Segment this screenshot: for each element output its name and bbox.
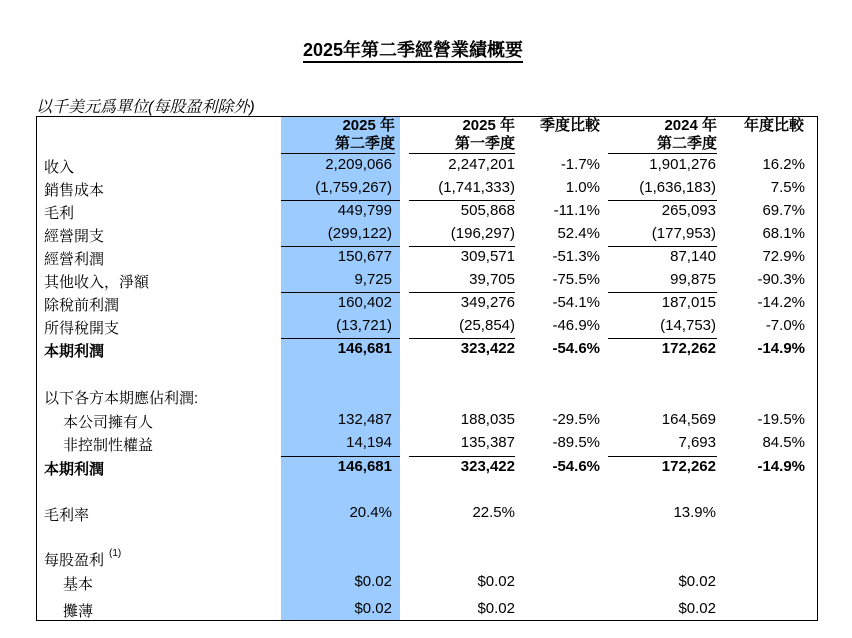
- table-row: [37, 598, 817, 621]
- cell-q1-2025: (25,854): [459, 317, 515, 334]
- table-row: [37, 456, 817, 479]
- cell-q2-2025: 132,487: [337, 411, 392, 428]
- cell-yoy: 72.9%: [762, 248, 805, 265]
- subtotal-line: [281, 338, 400, 339]
- table-row: [37, 154, 817, 177]
- row-label: 收入: [44, 159, 75, 176]
- row-label: 經營利潤: [44, 251, 105, 268]
- subtotal-line: [409, 246, 515, 247]
- subtotal-line: [608, 338, 717, 339]
- row-label: 所得稅開支: [44, 320, 120, 337]
- cell-yoy: -19.5%: [757, 411, 805, 428]
- table-row: [37, 315, 817, 338]
- table-row: [37, 432, 817, 455]
- subtotal-line: [281, 200, 400, 201]
- cell-q1-2025: 309,571: [460, 248, 515, 265]
- row-label: 基本: [63, 576, 94, 593]
- page-title: [0, 36, 826, 62]
- cell-q1-2025: 349,276: [460, 294, 515, 311]
- header-qoq: 季度比較: [539, 117, 600, 134]
- header-q2-2024: [608, 117, 717, 154]
- header-q1-2025-year: 2025 年: [462, 117, 515, 134]
- row-label: 銷售成本: [44, 182, 105, 199]
- cell-qoq: -11.1%: [553, 202, 600, 219]
- header-q2-2025-quarter: 第二季度: [334, 135, 395, 152]
- table-row: [37, 269, 817, 292]
- header-q2-2024-year: 2024 年: [664, 117, 717, 134]
- table-row: [37, 385, 817, 408]
- cell-q2-2024: $0.02: [678, 600, 716, 617]
- subtotal-line: [608, 292, 717, 293]
- cell-q1-2025: 188,035: [460, 411, 515, 428]
- cell-q1-2025: 22.5%: [472, 504, 515, 521]
- subtotal-line: [409, 200, 515, 201]
- cell-q2-2024: 164,569: [661, 411, 716, 428]
- subtotal-line: [409, 292, 515, 293]
- cell-q2-2025: 20.4%: [349, 504, 392, 521]
- subtotal-line: [608, 456, 717, 457]
- cell-qoq: -54.6%: [552, 340, 600, 357]
- footnote-marker: (1): [109, 548, 122, 559]
- cell-yoy: -7.0%: [765, 317, 805, 334]
- cell-q2-2025: $0.02: [354, 573, 392, 590]
- header-q2-2025: [281, 117, 395, 154]
- subtotal-line: [281, 456, 400, 457]
- row-label: 本期利潤: [44, 461, 105, 478]
- cell-q1-2025: 323,422: [460, 458, 515, 475]
- cell-q2-2024: 87,140: [670, 248, 716, 265]
- cell-yoy: 68.1%: [762, 225, 805, 242]
- header-q2-2024-quarter: 第二季度: [656, 135, 717, 152]
- table-row: [37, 338, 817, 361]
- cell-yoy: 69.7%: [762, 202, 805, 219]
- cell-q1-2025: 2,247,201: [448, 156, 515, 173]
- table-row: [37, 502, 817, 525]
- row-label: 非控制性權益: [63, 437, 154, 454]
- cell-q2-2025: 449,799: [337, 202, 392, 219]
- cell-q2-2024: 172,262: [661, 458, 716, 475]
- cell-qoq: 52.4%: [557, 225, 600, 242]
- cell-q2-2024: 1,901,276: [649, 156, 716, 173]
- cell-q1-2025: (1,741,333): [438, 179, 515, 196]
- cell-q2-2025: 2,209,066: [325, 156, 392, 173]
- cell-q2-2024: 265,093: [661, 202, 716, 219]
- cell-qoq: -46.9%: [552, 317, 600, 334]
- header-q1-2025-quarter: 第一季度: [454, 135, 515, 152]
- cell-q2-2025: (13,721): [336, 317, 392, 334]
- table-row: [37, 200, 817, 223]
- cell-yoy: 7.5%: [770, 179, 805, 196]
- cell-q2-2024: $0.02: [678, 573, 716, 590]
- cell-q2-2024: 99,875: [670, 271, 716, 288]
- cell-yoy: -14.9%: [757, 458, 805, 475]
- cell-q2-2025: 160,402: [337, 294, 392, 311]
- cell-q1-2025: $0.02: [477, 600, 515, 617]
- cell-q2-2025: 9,725: [354, 271, 392, 288]
- table-row: [37, 177, 817, 200]
- table-row: [37, 292, 817, 315]
- cell-qoq: 1.0%: [565, 179, 600, 196]
- row-label: 經營開支: [44, 228, 105, 245]
- cell-yoy: 84.5%: [762, 434, 805, 451]
- subtotal-line: [608, 200, 717, 201]
- cell-qoq: -54.1%: [552, 294, 600, 311]
- header-yoy: 年度比較: [743, 117, 804, 134]
- cell-q2-2024: (1,636,183): [639, 179, 716, 196]
- cell-q2-2025: 146,681: [337, 458, 392, 475]
- row-label: 本公司擁有人: [63, 414, 154, 431]
- cell-q2-2025: $0.02: [354, 600, 392, 617]
- cell-qoq: -89.5%: [552, 434, 600, 451]
- page-title-text: 2025年第二季經營業績概要: [303, 40, 523, 63]
- row-label: 攤薄: [63, 603, 94, 620]
- subtotal-line: [409, 338, 515, 339]
- cell-q1-2025: 323,422: [460, 340, 515, 357]
- cell-q1-2025: (196,297): [450, 225, 515, 242]
- cell-q2-2024: 187,015: [661, 294, 716, 311]
- subtotal-line: [281, 292, 400, 293]
- cell-q2-2024: 13.9%: [673, 504, 716, 521]
- row-label: 以下各方本期應佔利潤:: [44, 390, 199, 407]
- row-label: 本期利潤: [44, 343, 105, 360]
- table-row: [37, 547, 817, 570]
- cell-qoq: -29.5%: [552, 411, 600, 428]
- cell-qoq: -54.6%: [552, 458, 600, 475]
- header-q2-2025-year: 2025 年: [342, 117, 395, 134]
- cell-yoy: -90.3%: [757, 271, 805, 288]
- cell-q2-2025: (299,122): [327, 225, 392, 242]
- cell-q2-2025: 146,681: [337, 340, 392, 357]
- subtotal-line: [409, 456, 515, 457]
- cell-yoy: -14.9%: [757, 340, 805, 357]
- cell-q1-2025: 135,387: [460, 434, 515, 451]
- cell-q2-2024: (14,753): [660, 317, 716, 334]
- row-label: 每股盈利: [44, 552, 105, 569]
- cell-q2-2024: 7,693: [678, 434, 716, 451]
- cell-q2-2025: 14,194: [346, 434, 392, 451]
- cell-qoq: -75.5%: [552, 271, 600, 288]
- header-q1-2025: [409, 117, 515, 154]
- cell-q1-2025: $0.02: [477, 573, 515, 590]
- cell-q2-2024: (177,953): [651, 225, 716, 242]
- table-row: [37, 571, 817, 594]
- cell-q2-2025: 150,677: [337, 248, 392, 265]
- cell-q2-2024: 172,262: [661, 340, 716, 357]
- cell-qoq: -51.3%: [552, 248, 600, 265]
- cell-qoq: -1.7%: [560, 156, 600, 173]
- cell-yoy: -14.2%: [757, 294, 805, 311]
- cell-yoy: 16.2%: [762, 156, 805, 173]
- unit-note: 以千美元爲單位(每股盈利除外): [36, 99, 255, 116]
- row-label: 毛利率: [44, 507, 90, 524]
- row-label: 其他收入，淨額: [44, 274, 150, 291]
- subtotal-line: [608, 246, 717, 247]
- table-row: [37, 246, 817, 269]
- subtotal-line: [281, 246, 400, 247]
- table-row: [37, 223, 817, 246]
- cell-q2-2025: (1,759,267): [315, 179, 392, 196]
- cell-q1-2025: 505,868: [460, 202, 515, 219]
- row-label: 毛利: [44, 205, 75, 222]
- row-label: 除稅前利潤: [44, 297, 120, 314]
- table-row: [37, 409, 817, 432]
- cell-q1-2025: 39,705: [469, 271, 515, 288]
